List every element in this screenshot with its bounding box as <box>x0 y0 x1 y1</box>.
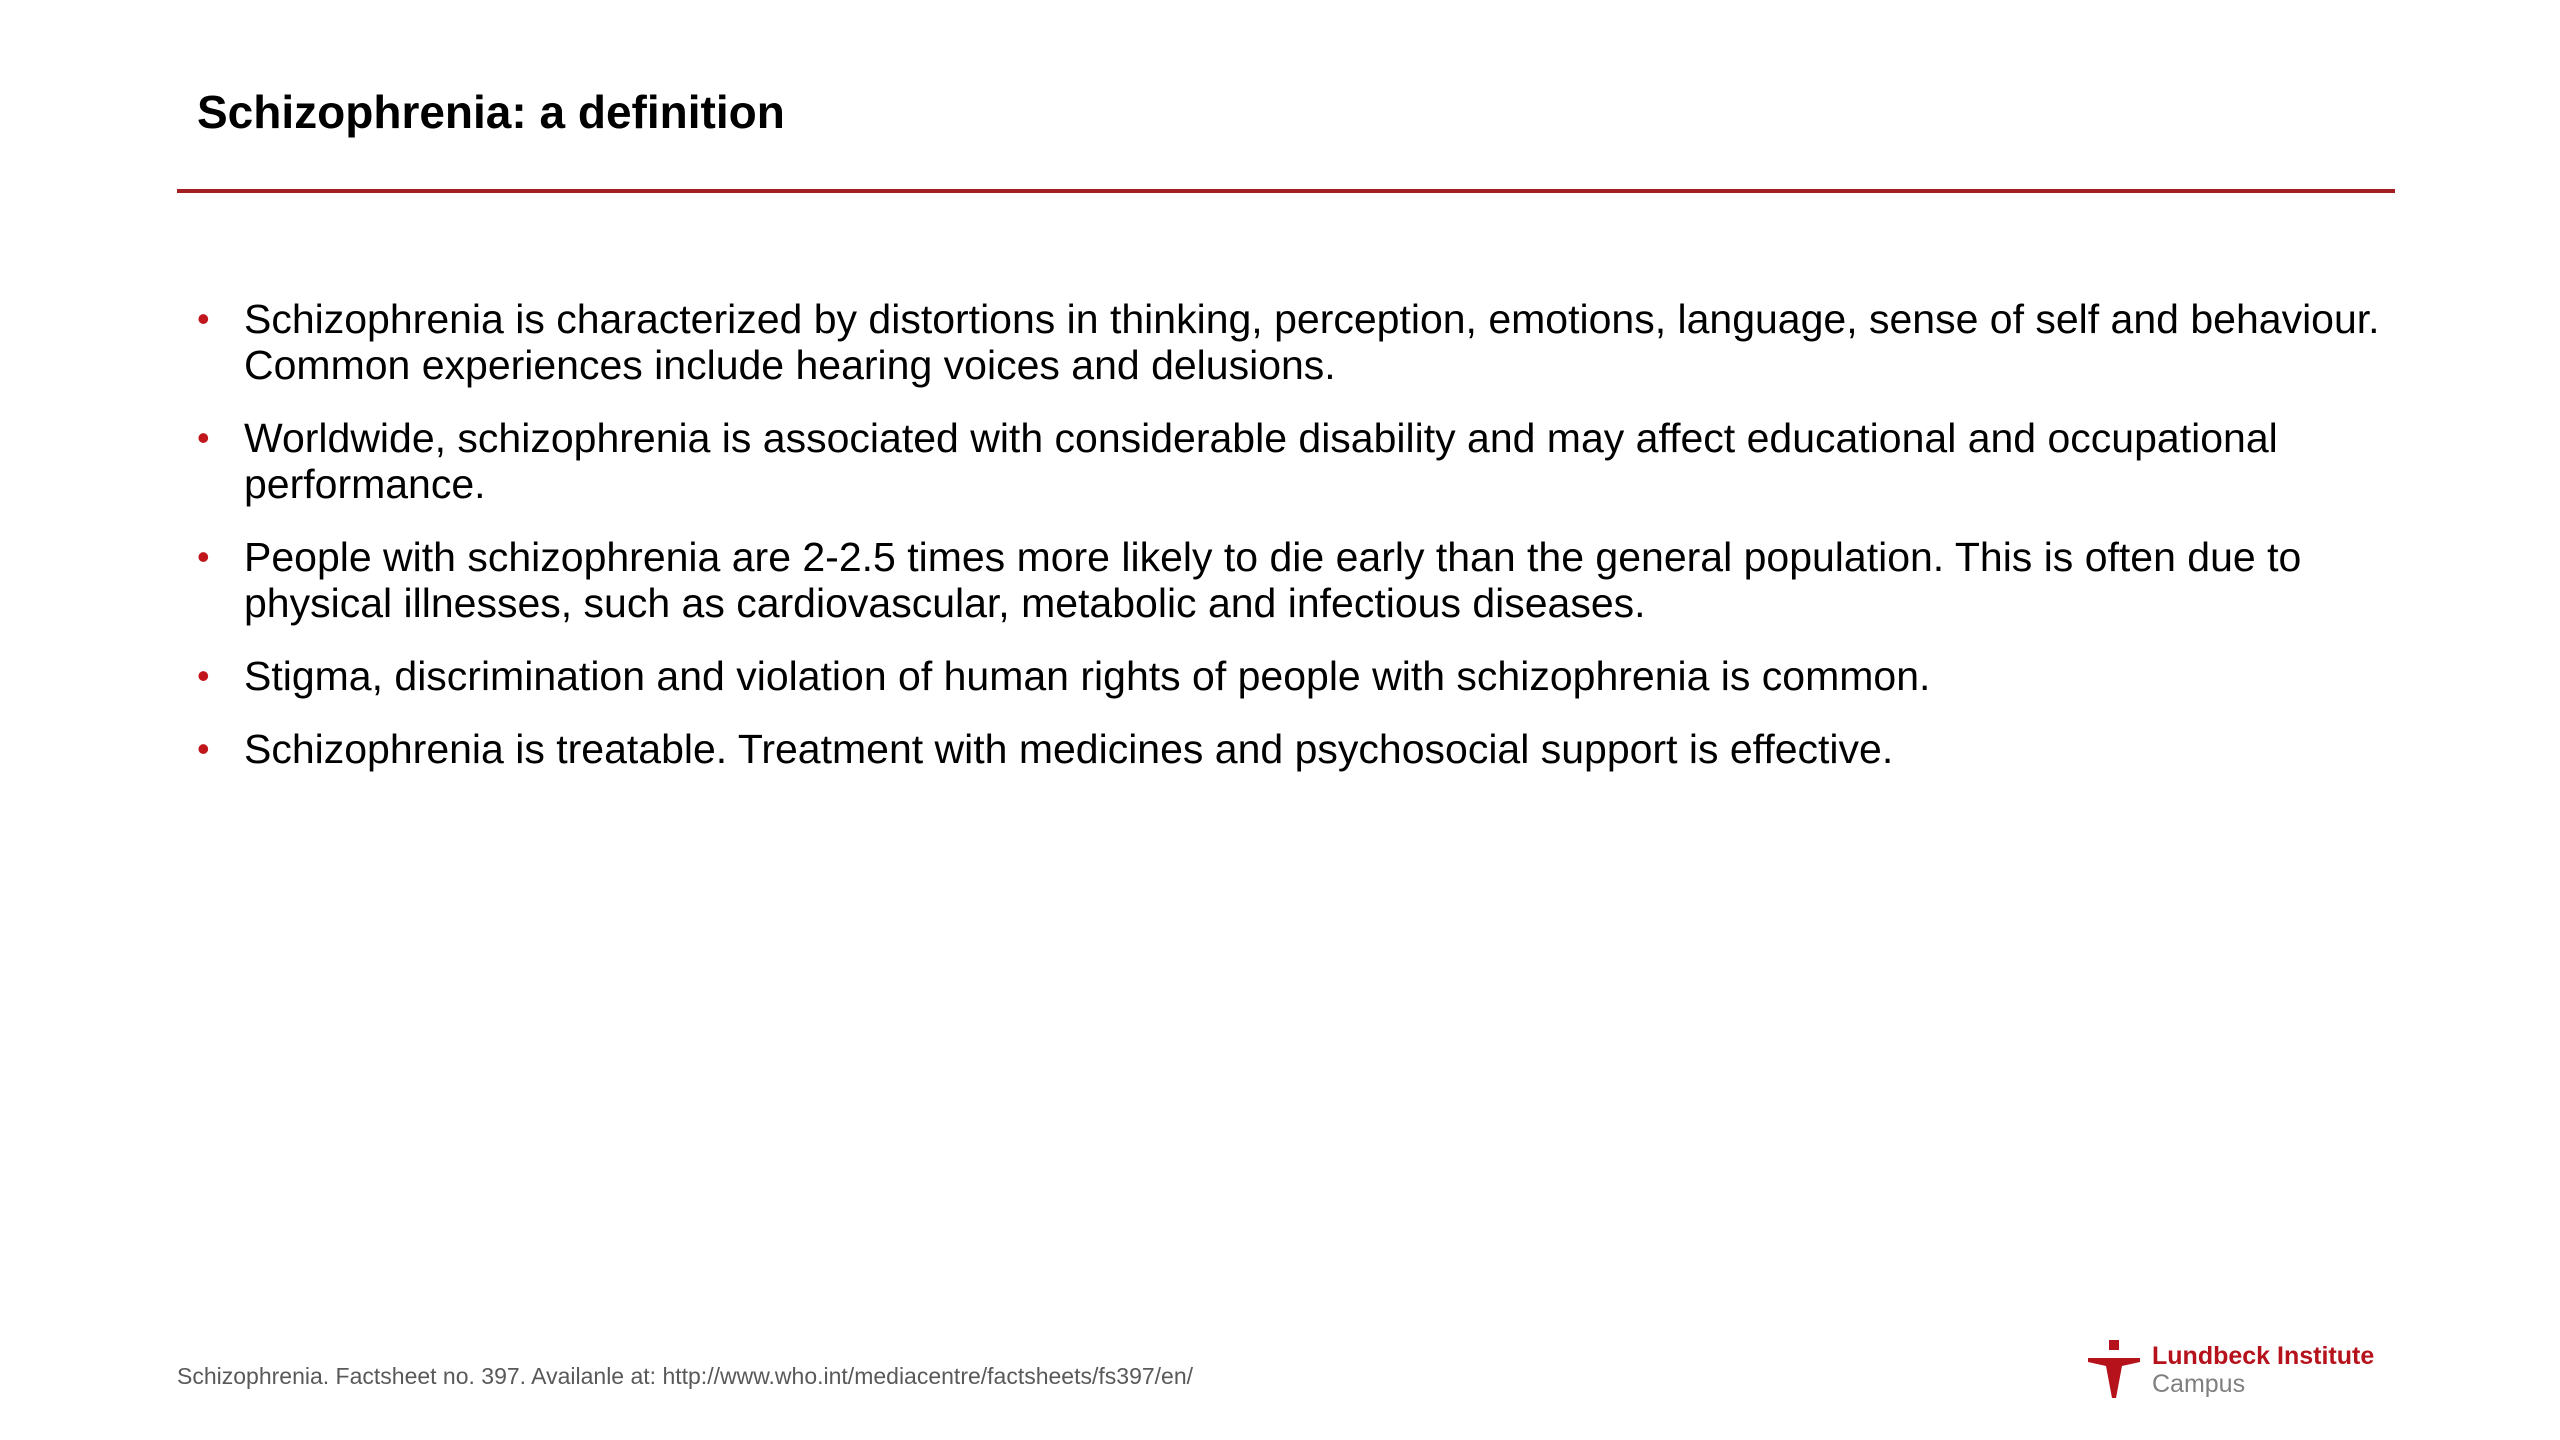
lundbeck-logo <box>2086 1340 2396 1400</box>
bullet-text: Worldwide, schizophrenia is associated with considerable disability and may affect educational and occupational performance. <box>244 415 2278 507</box>
lundbeck-figure-icon <box>2086 1340 2142 1400</box>
bullet-dot-icon: • <box>197 728 210 769</box>
title-divider <box>177 189 2395 193</box>
bullet-text: Schizophrenia is treatable. Treatment with medicines and psychosocial support is effective. <box>244 726 1894 772</box>
bullet-item <box>197 415 2407 507</box>
bullet-dot-icon: • <box>197 536 210 577</box>
bullet-text: Schizophrenia is characterized by distortions in thinking, perception, emotions, language, sense of self and behaviour. Common experiences include hearing voices and delusions. <box>244 296 2380 388</box>
bullet-item <box>197 653 2407 699</box>
slide-title: Schizophrenia: a definition <box>197 86 785 138</box>
logo-subtitle: Campus <box>2152 1370 2246 1398</box>
bullet-item <box>197 534 2407 626</box>
bullet-item <box>197 296 2407 388</box>
bullet-dot-icon: • <box>197 298 210 339</box>
bullet-list <box>197 296 2407 799</box>
logo-name: Lundbeck Institute <box>2152 1342 2375 1370</box>
bullet-item <box>197 726 2407 772</box>
bullet-text: Stigma, discrimination and violation of human rights of people with schizophrenia is common. <box>244 653 1931 699</box>
bullet-text: People with schizophrenia are 2-2.5 times more likely to die early than the general population. This is often due to physical illnesses, such as cardiovascular, metabolic and infectious diseases. <box>244 534 2302 626</box>
bullet-dot-icon: • <box>197 655 210 696</box>
footer-source-citation: Schizophrenia. Factsheet no. 397. Availanle at: http://www.who.int/mediacentre/factsheets/fs397/en/ <box>177 1363 1194 1389</box>
bullet-dot-icon: • <box>197 417 210 458</box>
